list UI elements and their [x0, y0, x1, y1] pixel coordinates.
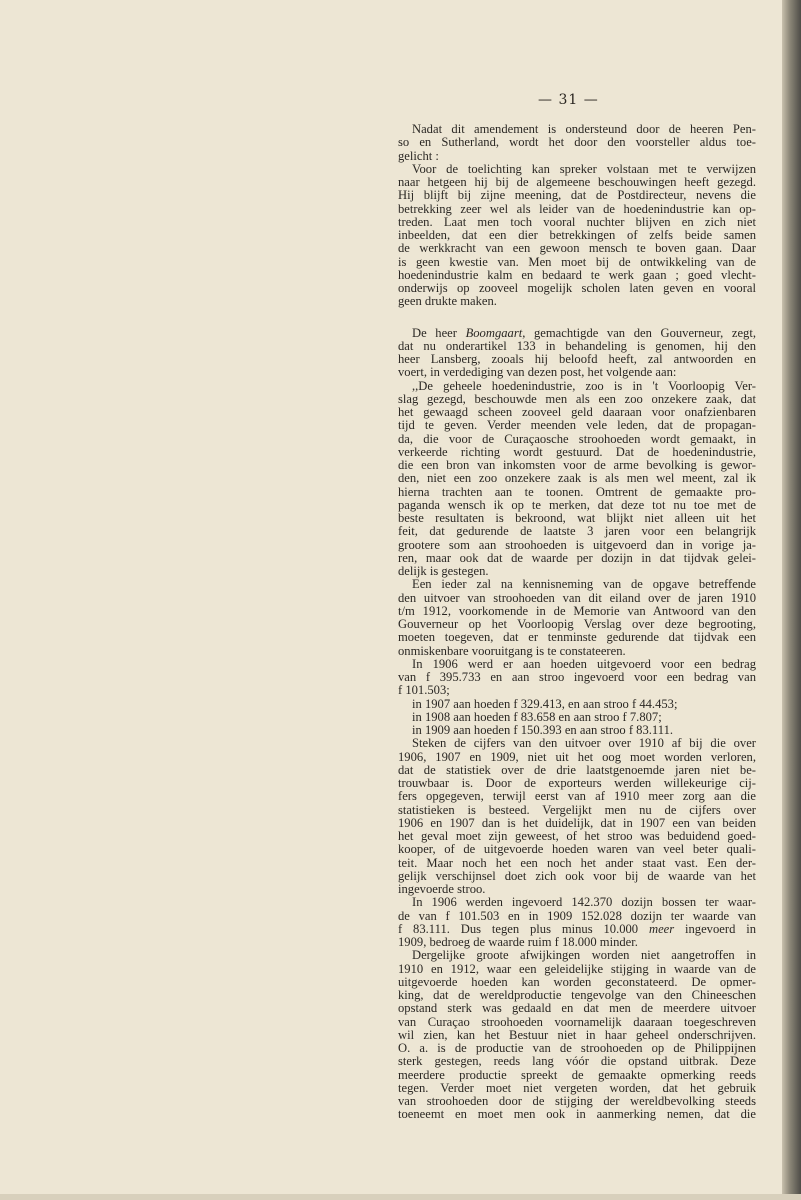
paragraph: [398, 123, 756, 163]
text-line: ren, maar ook dat de waarde per dozijn in dat tijdvak gelei-: [398, 550, 756, 565]
text-line: die een bron van inkomsten voor de arme bevolking is gewor-: [398, 458, 756, 472]
text-line: meerdere productie spreekt de gemaakte opmerking reeds: [398, 1067, 756, 1082]
text-line: moeten toegeven, dat er tenminste gedurende dat tijdvak een: [398, 630, 756, 645]
paragraph: [398, 327, 756, 380]
text-line: f 101.503;: [398, 683, 450, 698]
paragraph: [398, 380, 756, 579]
text-line: naar hetgeen hij bij de algemeene beschouwingen heeft gezegd.: [398, 175, 756, 189]
text-line: f 83.111. Dus tegen plus minus 10.000 meer ingevoerd in: [398, 921, 757, 936]
text-line: den uitvoer van stroohoeden van dit eiland over de jaren 1910: [398, 590, 756, 605]
text-line: paganda wensch ik op te merken, dat deze tot nu toe met de: [398, 497, 756, 512]
text-line: ingevoerde stroo.: [398, 882, 486, 896]
binding-edge: [782, 0, 801, 1200]
text-line: kooper, of de uitgevoerde hoeden waren van veel beter quali-: [398, 842, 756, 857]
text-line: verkeerde richting wordt gestuurd. Dat de hoedenindustrie,: [398, 444, 756, 459]
text-line: Gouverneur op het Voorloopig Verslag over deze begrooting,: [398, 617, 756, 631]
paragraph: [398, 578, 756, 658]
text-line: trouwbaar is. Door de exporteurs werden willekeurige cij-: [398, 776, 756, 790]
text-line: het geval moet zijn geweest, of het stroo was beduidend goed-: [398, 829, 756, 843]
italic-text: meer: [648, 921, 675, 936]
text-line: het gewaagd scheen zooveel geld daaraan voor onafzienbaren: [398, 405, 756, 419]
text-line: toeneemt en moet men ook in aanmerking nemen, dat die: [398, 1107, 756, 1122]
text-line: uitgevoerde hoeden kan worden geconstateerd. De opmer-: [398, 974, 756, 989]
text-line: in 1909 aan hoeden f 150.393 en aan stroo f 83.111.: [412, 723, 674, 737]
italic-text: Boomgaart,: [465, 325, 526, 340]
text-line: In 1906 werd er aan hoeden uitgevoerd voor een bedrag: [412, 656, 756, 671]
text-line: grootere som aan stroohoeden is uitgevoerd dan in vorige ja-: [398, 537, 756, 552]
text-line: gelijk verschijnsel doet zich ook voor bij de waarde van het: [398, 868, 756, 883]
text-line: Nadat dit amendement is ondersteund door de heeren Pen-: [412, 122, 756, 136]
text-line: is geen kwestie van. Men moet bij de ontwikkeling van de: [398, 254, 756, 269]
text-line: Steken de cijfers van den uitvoer over 1910 af bij die over: [412, 736, 756, 751]
text-line: betrekking zeer wel als leider van de hoedenindustrie kan op-: [398, 201, 756, 216]
text-line: inbeelden, dat een dier betrekkingen of zelfs beide samen: [398, 228, 756, 242]
paragraph: [398, 949, 756, 1121]
page-number: — 31 —: [538, 92, 599, 108]
text-line: onmiskenbare vooruitgang is te constateeren.: [398, 643, 626, 658]
text-line: onderwijs op zooveel mogelijk scholen laten geven en vooral: [398, 281, 756, 295]
text-column: [398, 123, 756, 1122]
text-line: hoedenindustrie kalm en bedaard te werk gaan ; goed vlecht-: [398, 267, 756, 282]
text-line: teit. Maar noch het een noch het ander staat vast. Een der-: [398, 855, 756, 870]
text-line: da, die voor de Curaçaosche stroohoeden wordt gemaakt, in: [398, 431, 756, 446]
text-line: van f 395.733 en aan stroo ingevoerd voor een bedrag van: [398, 670, 756, 684]
text-line: opstand sterk was gedaald en dat men de meerdere uitvoer: [398, 1001, 756, 1016]
text-line: voert, in verdediging van dezen post, het volgende aan:: [398, 365, 677, 380]
text-line: tegen. Verder moet niet vergeten worden, dat het gebruik: [398, 1080, 756, 1095]
text-line: Voor de toelichting kan spreker volstaan met te verwijzen: [412, 161, 756, 176]
text-line: in 1908 aan hoeden f 83.658 en aan stroo f 7.807;: [412, 709, 662, 724]
text-line: treden. Laat men toch vooral nuchter blijven en zich niet: [398, 214, 756, 229]
text-line: feit, dat gedurende de laatste 3 jaren voor een belangrijk: [398, 524, 756, 539]
text-line: den, niet een zoo onzekere zaak is als men wel meent, zal ik: [398, 471, 756, 486]
text-line: de werkkracht van een gewoon mensch te boven gaan. Daar: [398, 241, 756, 256]
paragraph: [398, 163, 756, 309]
text-line: van stroohoeden door de stijging der wereldbevolking steeds: [398, 1094, 756, 1108]
text-line: Een ieder zal na kennisneming van de opgave betreffende: [412, 577, 756, 592]
text-line: de van f 101.503 en in 1909 152.028 dozijn ter waarde van: [398, 908, 756, 923]
paragraph-gap: [398, 309, 756, 327]
text-line: statistieken is besteed. Vergelijkt men nu de cijfers over: [398, 802, 756, 817]
text-line: O. a. is de productie van de stroohoeden op de Philippijnen: [398, 1041, 756, 1055]
text-line: delijk is gestegen.: [398, 564, 489, 578]
text-line: 1906 en 1907 dan is het duidelijk, dat in 1907 een van beiden: [398, 815, 756, 830]
text-line: 1910 en 1912, waar een geleidelijke stijging in waarde van de: [398, 961, 756, 976]
text-line: 1906, 1907 en 1909, niet uit het oog moet worden verloren,: [398, 749, 756, 764]
page-bottom-edge: [0, 1194, 801, 1200]
text-line: fers opgegeven, terwijl eerst van af 1910 meer zorg aan die: [398, 789, 756, 804]
text-line: gelicht :: [398, 148, 439, 163]
paragraph: [398, 896, 756, 949]
text-line: beste resultaten is bekroond, wat blijkt niet alleen uit het: [398, 511, 756, 525]
text-line: slag gezegd, beschouwde men als een zoo onzekere zaak, dat: [398, 391, 756, 406]
text-line: 1909, bedroeg de waarde ruim f 18.000 minder.: [398, 935, 638, 949]
text-line: so en Sutherland, wordt het door den voorsteller aldus toe-: [398, 135, 756, 150]
text-line: De heer Boomgaart, gemachtigde van den Gouverneur, zegt,: [412, 325, 756, 340]
text-line: In 1906 werden ingevoerd 142.370 dozijn bossen ter waar-: [412, 895, 756, 910]
text-line: dat de statistiek over de drie laatstgenoemde jaren niet be-: [398, 762, 756, 777]
paragraph: [398, 737, 756, 896]
text-line: king, dat de wereldproductie tengevolge van den Chineeschen: [398, 988, 756, 1002]
text-line: dat nu onderartikel 133 in behandeling is genomen, hij den: [398, 338, 756, 353]
text-line: ,,De geheele hoedenindustrie, zoo is in 't Voorloopig Ver-: [412, 378, 756, 393]
text-line: hierna trachten aan te toonen. Omtrent de gemaakte pro-: [398, 484, 756, 499]
text-line: wil zien, kan het Bestuur niet in haar geheel onderschrijven.: [398, 1027, 756, 1042]
paragraph: [398, 658, 756, 738]
text-line: van Curaçao stroohoeden voornamelijk daaraan toegeschreven: [398, 1014, 756, 1029]
text-line: geen drukte maken.: [398, 294, 497, 309]
text-line: heer Lansberg, zooals hij beloofd heeft, zal antwoorden en: [398, 352, 756, 366]
text-line: tijd te geven. Verder meenden vele leden, dat de propagan-: [398, 418, 756, 433]
text-line: in 1907 aan hoeden f 329.413, en aan stroo f 44.453;: [412, 696, 678, 711]
text-line: Dergelijke groote afwijkingen worden niet aangetroffen in: [412, 948, 756, 963]
text-line: Hij blijft bij zijne meening, dat de Postdirecteur, nevens die: [398, 188, 756, 203]
text-line: t/m 1912, voorkomende in de Memorie van Antwoord van den: [398, 603, 756, 618]
text-line: sterk gestegen, reeds lang vóór die opstand uitbrak. Deze: [398, 1054, 756, 1069]
